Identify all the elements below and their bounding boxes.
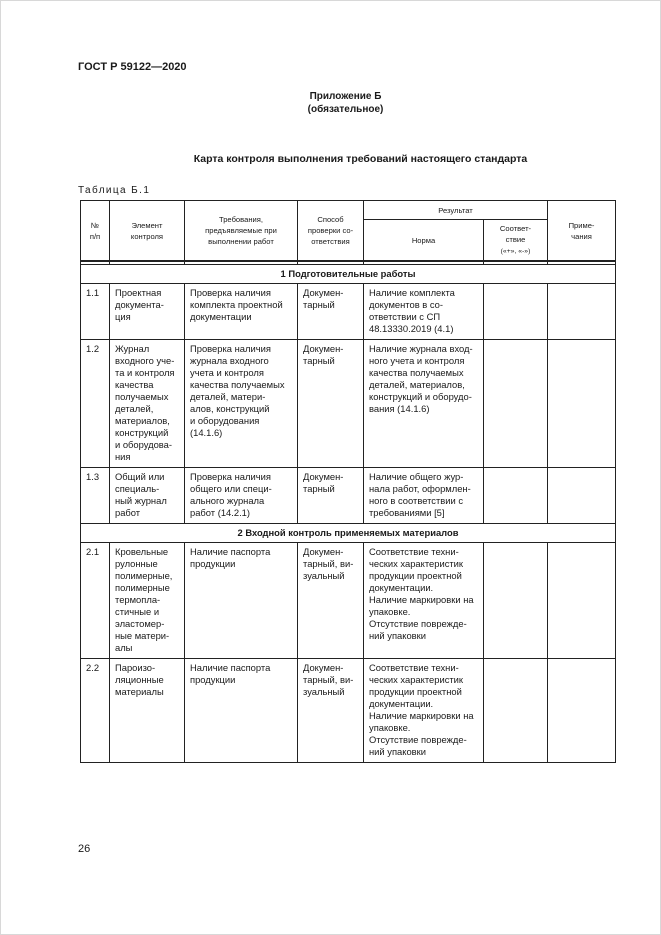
main-title: Карта контроля выполнения требований настоящего стандарта (193, 153, 528, 165)
cell-compliance (484, 340, 548, 468)
cell-method: Докумен- тарный (298, 468, 364, 524)
header-compliance-label: Соответ- ствие (499, 224, 532, 244)
section-title: 1 Подготовительные работы (81, 265, 616, 284)
cell-element: Кровельные рулонные полимерные, полимерные термопла- стичные и эластомер- ные матери- алы (110, 543, 185, 659)
cell-num: 1.1 (81, 284, 110, 340)
cell-compliance (484, 659, 548, 763)
cell-compliance (484, 284, 548, 340)
cell-method: Докумен- тарный, ви- зуальный (298, 659, 364, 763)
section-row (81, 524, 616, 543)
section-title: 2 Входной контроль применяемых материалов (81, 524, 616, 543)
control-table (80, 200, 616, 763)
cell-notes (548, 340, 616, 468)
header-num: № п/п (81, 201, 110, 262)
cell-requirement: Проверка наличия журнала входного учета и контроля качества получаемых деталей, матери- алов, конструкций и оборудования (14.1.6) (185, 340, 298, 468)
header-requirements: Требования, предъявляемые при выполнении работ (185, 201, 298, 262)
cell-element: Журнал входного уче- та и контроля качества получаемых деталей, материалов, конструкций и оборудова- ния (110, 340, 185, 468)
header-compliance (484, 220, 548, 262)
cell-notes (548, 543, 616, 659)
cell-notes (548, 468, 616, 524)
header-method: Способ проверки со- ответствия (298, 201, 364, 262)
cell-notes (548, 659, 616, 763)
cell-notes (548, 284, 616, 340)
cell-num: 2.2 (81, 659, 110, 763)
table-body (81, 265, 616, 763)
cell-norm: Наличие журнала вход- ного учета и контроля качества получаемых деталей, материалов, конструкций и оборудо- вания (14.1.6) (364, 340, 484, 468)
cell-norm: Наличие комплекта документов в со- ответствии с СП 48.13330.2019 (4.1) (364, 284, 484, 340)
header-compliance-marks: («+», «-») (500, 248, 531, 255)
cell-method: Докумен- тарный (298, 340, 364, 468)
cell-compliance (484, 543, 548, 659)
cell-compliance (484, 468, 548, 524)
appendix-title: Приложение Б (309, 91, 382, 102)
cell-element: Общий или специаль- ный журнал работ (110, 468, 185, 524)
table-row (81, 543, 616, 659)
cell-num: 1.3 (81, 468, 110, 524)
cell-method: Докумен- тарный, ви- зуальный (298, 543, 364, 659)
cell-num: 1.2 (81, 340, 110, 468)
cell-requirement: Проверка наличия общего или специ- ального журнала работ (14.2.1) (185, 468, 298, 524)
cell-norm: Соответствие техни- ческих характеристик продукции проектной документации. Наличие маркировки на упаковке. Отсутствие поврежде- ний упаковки (364, 659, 484, 763)
table-label: Таблица Б.1 (78, 185, 151, 196)
section-row (81, 265, 616, 284)
table-row (81, 340, 616, 468)
header-element: Элемент контроля (110, 201, 185, 262)
cell-requirement: Наличие паспорта продукции (185, 543, 298, 659)
document-code: ГОСТ Р 59122—2020 (78, 61, 187, 73)
cell-element: Пароизо- ляционные материалы (110, 659, 185, 763)
table-row (81, 468, 616, 524)
cell-norm: Наличие общего жур- нала работ, оформлен- ного в соответствии с требованиями [5] (364, 468, 484, 524)
header-result: Результат (364, 201, 548, 220)
cell-norm: Соответствие техни- ческих характеристик продукции проектной документации. Наличие маркировки на упаковке. Отсутствие поврежде- ний упаковки (364, 543, 484, 659)
cell-requirement: Проверка наличия комплекта проектной документации (185, 284, 298, 340)
table-row (81, 284, 616, 340)
header-notes: Приме- чания (548, 201, 616, 262)
cell-element: Проектная документа- ция (110, 284, 185, 340)
page-number: 26 (78, 843, 91, 855)
header-norm: Норма (364, 220, 484, 262)
cell-num: 2.1 (81, 543, 110, 659)
table-row (81, 659, 616, 763)
appendix-type: (обязательное) (307, 104, 384, 115)
cell-method: Докумен- тарный (298, 284, 364, 340)
cell-requirement: Наличие паспорта продукции (185, 659, 298, 763)
